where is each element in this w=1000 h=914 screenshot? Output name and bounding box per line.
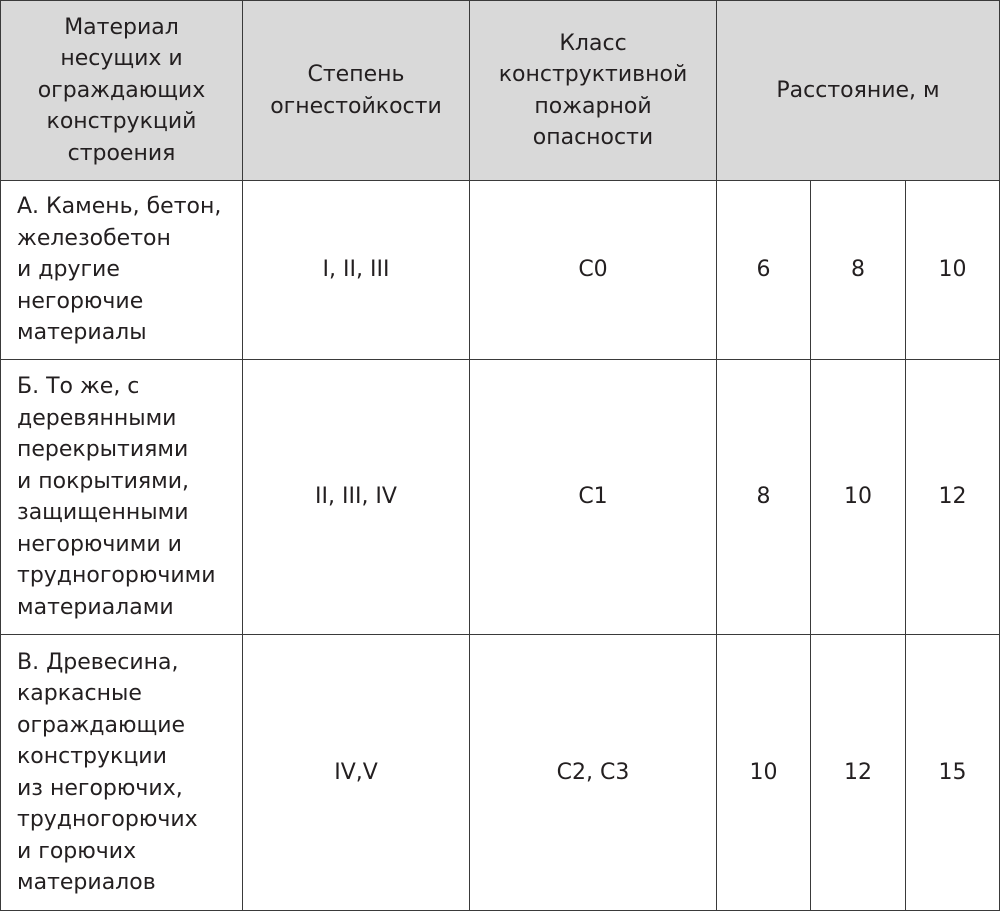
- material-line: Б. То же, с: [17, 374, 140, 399]
- header-fire-class-line: пожарной: [534, 93, 652, 119]
- fire-class-cell: С0: [470, 181, 717, 360]
- fire-class-cell: С2, С3: [470, 635, 717, 911]
- material-line: каркасные: [17, 681, 142, 706]
- table-row: [1, 635, 1000, 911]
- material-line: защищенными: [17, 500, 189, 525]
- header-fire-resistance: [243, 1, 470, 181]
- distance-cell: 10: [906, 181, 1000, 360]
- material-line: материалами: [17, 594, 174, 620]
- distance-cell: 12: [906, 360, 1000, 635]
- material-line: конструкции: [17, 744, 167, 769]
- material-line: и другие: [17, 257, 120, 283]
- header-material-line: строения: [67, 140, 176, 166]
- material-line: трудногорючими: [17, 563, 216, 588]
- distance-cell: 12: [811, 635, 906, 911]
- distance-cell: 8: [811, 181, 906, 360]
- material-line: материалов: [17, 870, 156, 895]
- header-material: [1, 1, 243, 181]
- table-header: [1, 1, 1000, 181]
- material-cell: [1, 635, 243, 911]
- material-line: материалы: [17, 320, 147, 346]
- fire-resistance-cell: II, III, IV: [243, 360, 470, 635]
- table-body: [1, 181, 1000, 911]
- header-row: [1, 1, 1000, 181]
- header-fire-resistance-line: огнестойкости: [270, 93, 442, 119]
- distance-cell: 6: [717, 181, 811, 360]
- header-distance: Расстояние, м: [717, 1, 1000, 181]
- header-fire-resistance-line: Степень: [307, 62, 405, 87]
- table-row: [1, 181, 1000, 360]
- material-line: А. Камень, бетон,: [17, 194, 222, 220]
- header-fire-class-line: конструктивной: [498, 62, 688, 87]
- material-line: ограждающие: [17, 712, 186, 738]
- header-material-line: конструкций: [46, 109, 197, 135]
- material-line: деревянными: [17, 405, 177, 431]
- header-material-line: ограждающих: [37, 77, 206, 103]
- material-line: негорючие: [17, 288, 144, 314]
- header-fire-class: [470, 1, 717, 181]
- header-fire-class-line: Класс: [559, 30, 627, 56]
- material-line: железобетон: [17, 225, 171, 251]
- header-material-line: несущих и: [60, 46, 183, 72]
- table-row: [1, 360, 1000, 635]
- material-cell: [1, 360, 243, 635]
- fire-resistance-cell: I, II, III: [243, 181, 470, 360]
- material-line: негорючими и: [17, 531, 182, 557]
- material-line: трудногорючих: [17, 807, 198, 832]
- material-line: и покрытиями,: [17, 468, 189, 494]
- header-fire-class-line: опасности: [532, 125, 654, 150]
- fire-class-cell: С1: [470, 360, 717, 635]
- distance-cell: 10: [811, 360, 906, 635]
- distance-cell: 10: [717, 635, 811, 911]
- fire-resistance-cell: IV,V: [243, 635, 470, 911]
- material-line: перекрытиями: [17, 437, 189, 462]
- distance-cell: 15: [906, 635, 1000, 911]
- header-material-line: Материал: [64, 14, 179, 40]
- material-line: из негорючих,: [17, 775, 183, 801]
- material-line: и горючих: [17, 838, 137, 864]
- material-cell: [1, 181, 243, 360]
- distance-cell: 8: [717, 360, 811, 635]
- material-line: В. Древесина,: [17, 649, 179, 675]
